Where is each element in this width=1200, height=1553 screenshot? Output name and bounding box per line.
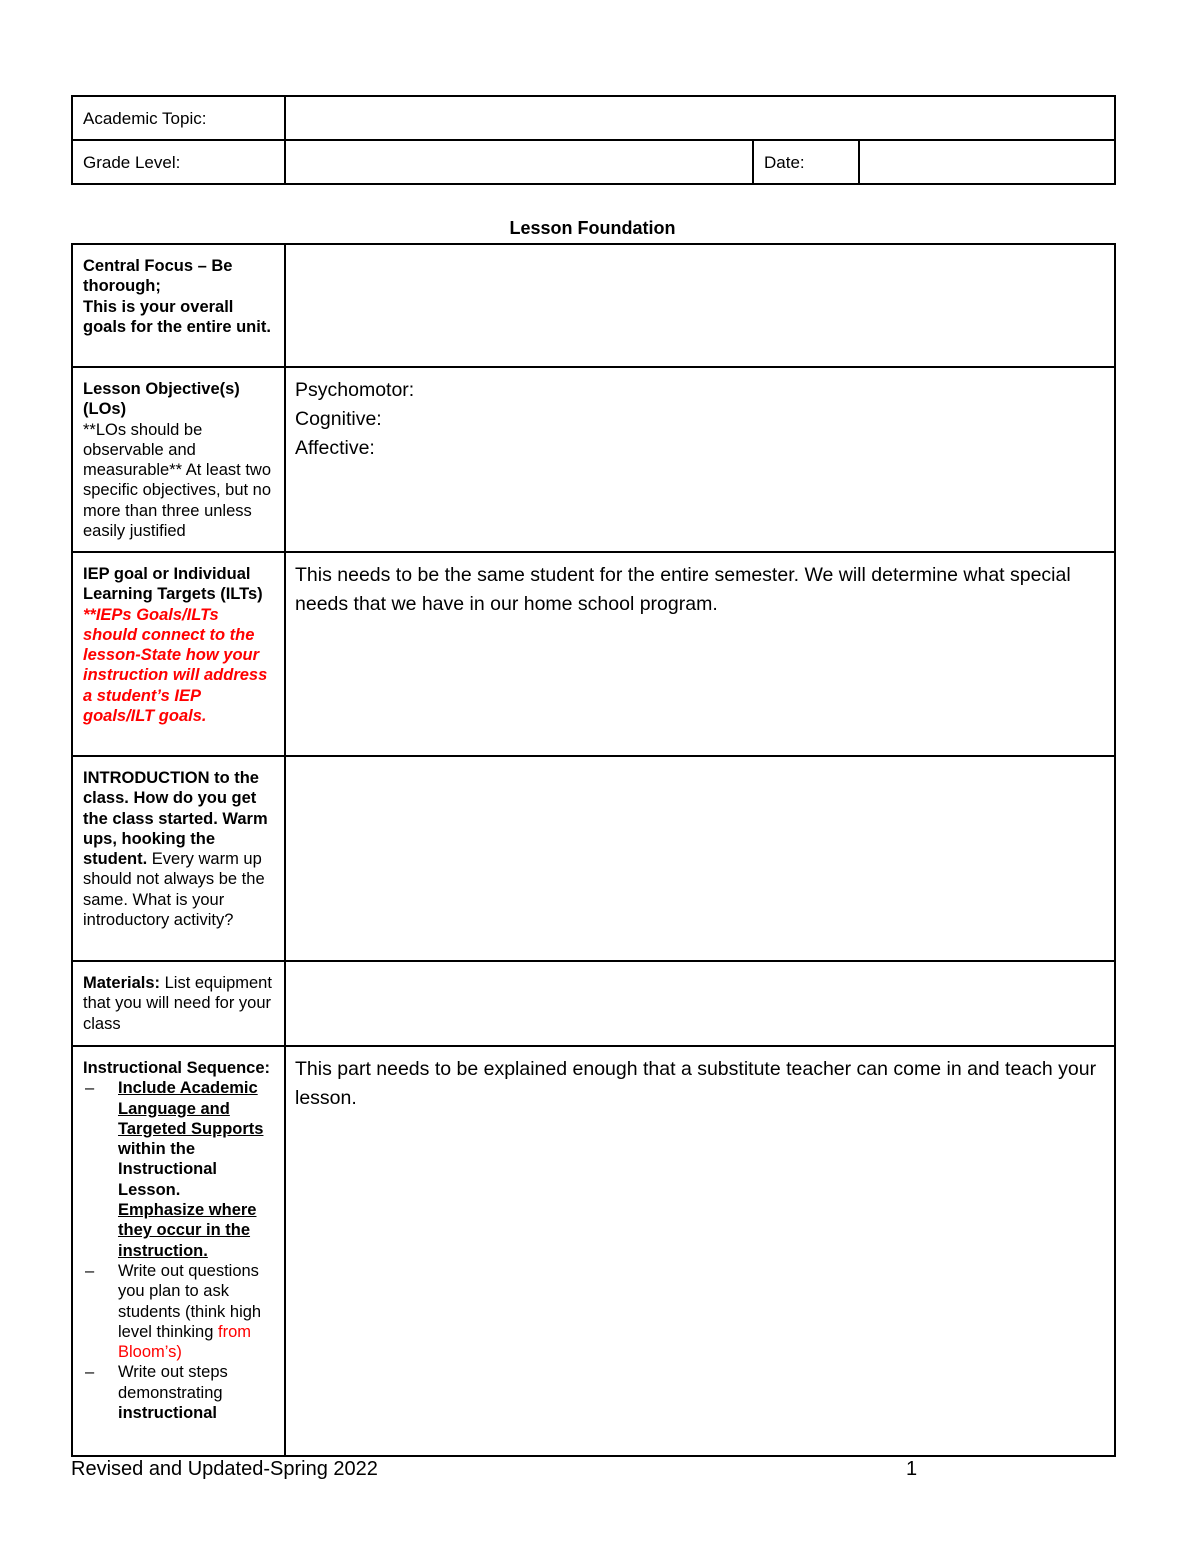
central-focus-label (72, 244, 285, 367)
iep-label (72, 552, 285, 756)
lesson-objectives-note: **LOs should be observable and measurable** At least two specific objectives, but no more than three unless easily justified (83, 420, 272, 541)
header-table (71, 95, 1116, 185)
date-label: Date: (753, 140, 859, 184)
psychomotor-objective: Psychomotor: (295, 379, 415, 401)
academic-topic-field[interactable] (285, 96, 1115, 140)
iep-note: **IEPs Goals/ILTs should connect to the lesson-State how your instruction will address a student’s IEP goals/ILT goals. (83, 605, 268, 726)
central-focus-label-line-1: Central Focus – Be thorough; (83, 257, 233, 296)
emphasize-text: Emphasize where they occur in the instruction. (118, 1201, 257, 1260)
steps-text: Write out steps demonstrating (118, 1363, 228, 1402)
iep-row (72, 552, 1115, 756)
materials-row (72, 961, 1115, 1046)
grade-level-label: Grade Level: (72, 140, 285, 184)
introduction-note: Every warm up should not always be the same. What is your introductory activity? (83, 850, 265, 930)
lesson-objectives-field[interactable] (285, 367, 1115, 552)
introduction-label (72, 756, 285, 961)
instructional-sequence-row (72, 1046, 1115, 1456)
introduction-row (72, 756, 1115, 961)
instructional-text: instructional (118, 1404, 218, 1423)
list-item (83, 1078, 276, 1261)
instructional-sequence-list (83, 1078, 276, 1423)
section-title: Lesson Foundation (509, 218, 676, 238)
instructional-sequence-heading: Instructional Sequence: (83, 1059, 271, 1077)
date-field[interactable] (859, 140, 1115, 184)
central-focus-row (72, 244, 1115, 367)
materials-field[interactable] (285, 961, 1115, 1046)
blooms-text: from Bloom’s) (118, 1322, 251, 1362)
instructional-sequence-label (72, 1046, 285, 1456)
academic-language-text: Include Academic Language and Targeted Supports (118, 1079, 264, 1138)
introduction-heading: INTRODUCTION to the class. How do you get the class started. Warm ups, hooking the student. (83, 769, 268, 869)
lesson-objectives-heading: Lesson Objective(s) (LOs) (83, 380, 240, 419)
materials-label (72, 961, 285, 1046)
iep-field[interactable]: This needs to be the same student for the entire semester. We will determine what special needs that we have in our home school program. (285, 552, 1115, 756)
questions-text: Write out questions you plan to ask students (think high level thinking (118, 1261, 262, 1341)
within-lesson-text: within the Instructional Lesson. (118, 1140, 218, 1199)
grade-level-field[interactable] (285, 140, 753, 184)
materials-heading: Materials: (83, 974, 161, 992)
list-item (83, 1261, 276, 1362)
central-focus-field[interactable] (285, 244, 1115, 367)
lesson-objectives-row (72, 367, 1115, 552)
footer-revision-text: Revised and Updated-Spring 2022 (71, 1458, 378, 1480)
affective-objective: Affective: (295, 437, 375, 459)
central-focus-label-line-2: This is your overall goals for the entire unit. (83, 297, 271, 336)
instructional-sequence-field[interactable]: This part needs to be explained enough that a substitute teacher can come in and teach your lesson. (285, 1046, 1115, 1456)
lesson-foundation-table (71, 243, 1116, 1457)
academic-topic-label: Academic Topic: (72, 96, 285, 140)
lesson-objectives-label (72, 367, 285, 552)
cognitive-objective: Cognitive: (295, 408, 382, 430)
materials-note: List equipment that you will need for your class (83, 974, 272, 1033)
list-item (83, 1362, 276, 1423)
iep-heading: IEP goal or Individual Learning Targets (ILTs) (83, 565, 263, 604)
introduction-field[interactable] (285, 756, 1115, 961)
page-number: 1 (906, 1458, 918, 1480)
